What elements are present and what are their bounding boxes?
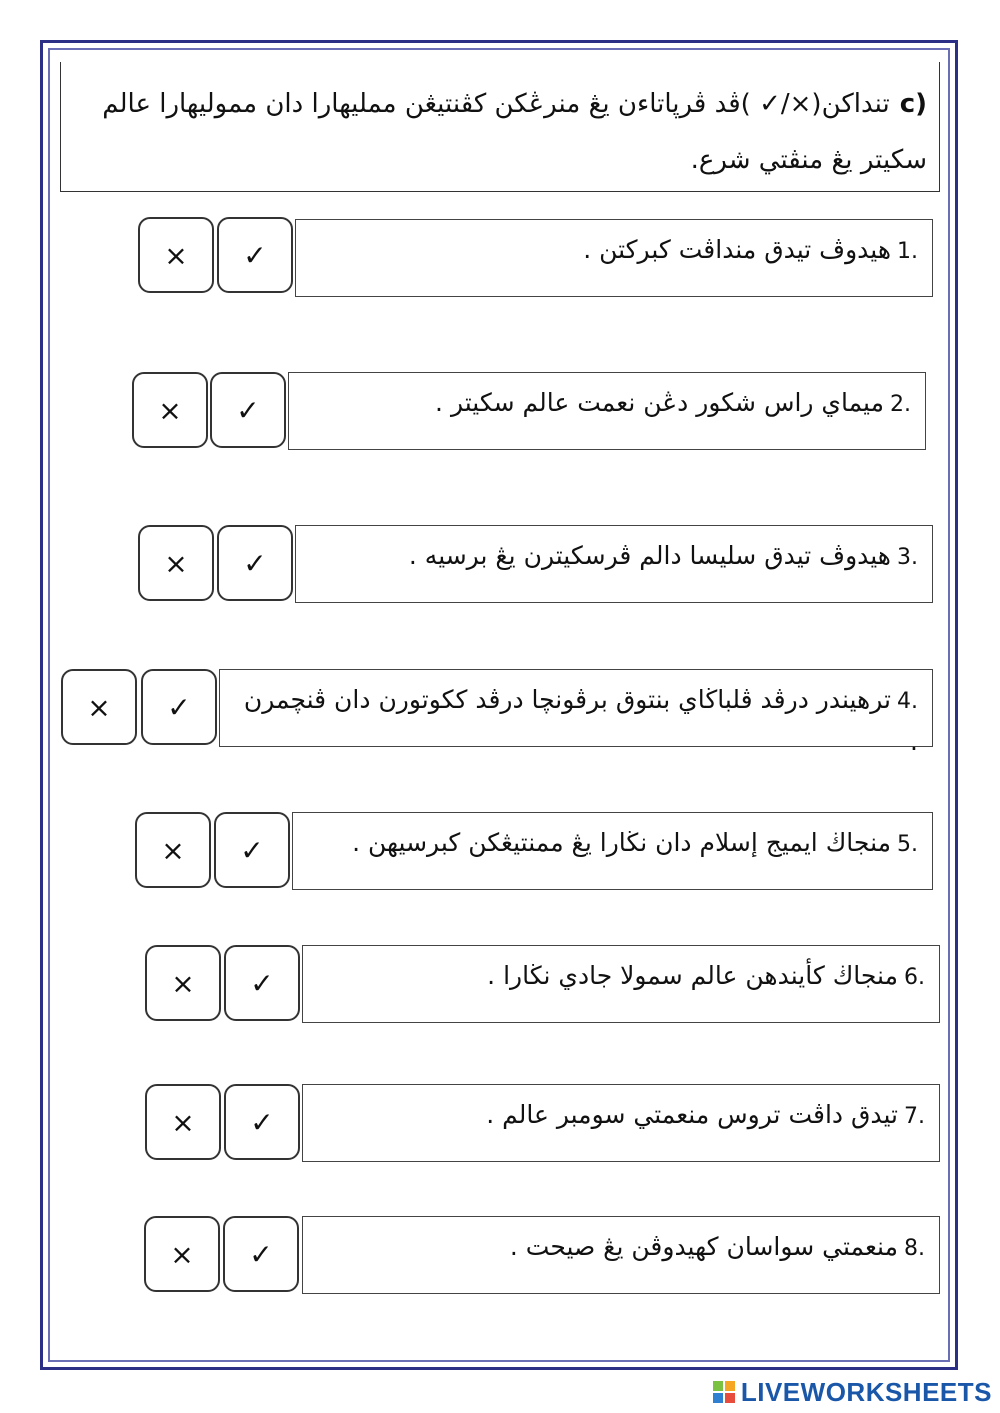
question-number: 7. bbox=[904, 1104, 925, 1129]
question-text: منعمتي سواسان كهيدوڤن يڠ صيحت . bbox=[509, 1232, 898, 1261]
liveworksheets-logo bbox=[713, 1377, 992, 1407]
instruction-box bbox=[60, 62, 940, 192]
instruction-text-after: )ڤد ڤرڽاتاءن يڠ منرڠكن كڤنتيڠن مملیهارا دان مموليهارا عالم سكيتر يڠ منڤتي شرع. bbox=[102, 89, 927, 175]
cross-icon: × bbox=[170, 1237, 194, 1271]
question-number: 1. bbox=[897, 239, 918, 264]
question-6 bbox=[302, 945, 940, 1023]
question-3 bbox=[295, 525, 933, 603]
cross-button-8[interactable] bbox=[144, 1216, 220, 1292]
question-text: منجاڬ ايميج إسلام دان نڬارا يڠ ممنتيڠكن كبرسيهن . bbox=[352, 828, 891, 857]
check-icon: ✓ bbox=[240, 833, 264, 867]
cross-icon: × bbox=[164, 238, 188, 272]
check-button-6[interactable] bbox=[224, 945, 300, 1021]
check-icon: ✓ bbox=[243, 238, 267, 272]
question-text: منجاڬ كأيندهن عالم سمولا جادي نڬارا . bbox=[487, 961, 898, 990]
question-8 bbox=[302, 1216, 940, 1294]
question-number: 6. bbox=[904, 965, 925, 990]
check-button-4[interactable] bbox=[141, 669, 217, 745]
instruction-marks: ✓/× bbox=[759, 89, 812, 119]
logo-text: LIVEWORKSHEETS bbox=[740, 1376, 992, 1407]
question-number: 8. bbox=[904, 1236, 925, 1261]
cross-icon: × bbox=[158, 393, 182, 427]
cross-button-1[interactable] bbox=[138, 217, 214, 293]
question-2 bbox=[288, 372, 926, 450]
question-number: 4. bbox=[897, 689, 918, 714]
check-icon: ✓ bbox=[250, 1105, 274, 1139]
question-text: ترهيندر درڤد ڤلباڬاي بنتوق برڤونچا درڤد ككوتورن دان ڤنچمرن . bbox=[243, 685, 918, 756]
check-button-7[interactable] bbox=[224, 1084, 300, 1160]
instruction-text-before: تنداكن( bbox=[811, 89, 890, 119]
check-button-8[interactable] bbox=[223, 1216, 299, 1292]
question-text: تيدق داڤت تروس منعمتي سومبر عالم . bbox=[486, 1100, 898, 1129]
check-icon: ✓ bbox=[249, 1237, 273, 1271]
question-text: هيدوڤ تيدق منداڤت كبركتن . bbox=[583, 235, 891, 264]
cross-button-3[interactable] bbox=[138, 525, 214, 601]
question-7 bbox=[302, 1084, 940, 1162]
section-letter: c) bbox=[899, 89, 927, 119]
question-number: 2. bbox=[890, 392, 911, 417]
check-button-5[interactable] bbox=[214, 812, 290, 888]
check-button-3[interactable] bbox=[217, 525, 293, 601]
question-4 bbox=[219, 669, 933, 756]
check-icon: ✓ bbox=[250, 966, 274, 1000]
cross-icon: × bbox=[87, 690, 111, 724]
question-1 bbox=[295, 219, 933, 297]
logo-squares-icon bbox=[713, 1381, 735, 1403]
check-icon: ✓ bbox=[167, 690, 191, 724]
cross-button-7[interactable] bbox=[145, 1084, 221, 1160]
check-icon: ✓ bbox=[243, 546, 267, 580]
cross-icon: × bbox=[164, 546, 188, 580]
question-text: هيدوڤ تيدق سليسا دالم ڤرسكيترن يڠ برسيه . bbox=[408, 541, 891, 570]
cross-icon: × bbox=[171, 1105, 195, 1139]
question-5 bbox=[292, 812, 933, 890]
question-number: 3. bbox=[897, 545, 918, 570]
check-icon: ✓ bbox=[236, 393, 260, 427]
cross-button-2[interactable] bbox=[132, 372, 208, 448]
cross-icon: × bbox=[161, 833, 185, 867]
cross-button-4[interactable] bbox=[61, 669, 137, 745]
cross-button-5[interactable] bbox=[135, 812, 211, 888]
question-number: 5. bbox=[897, 832, 918, 857]
cross-button-6[interactable] bbox=[145, 945, 221, 1021]
cross-icon: × bbox=[171, 966, 195, 1000]
check-button-2[interactable] bbox=[210, 372, 286, 448]
check-button-1[interactable] bbox=[217, 217, 293, 293]
question-text: ميماي راس شكور دڠن نعمت عالم سكيتر . bbox=[435, 388, 884, 417]
